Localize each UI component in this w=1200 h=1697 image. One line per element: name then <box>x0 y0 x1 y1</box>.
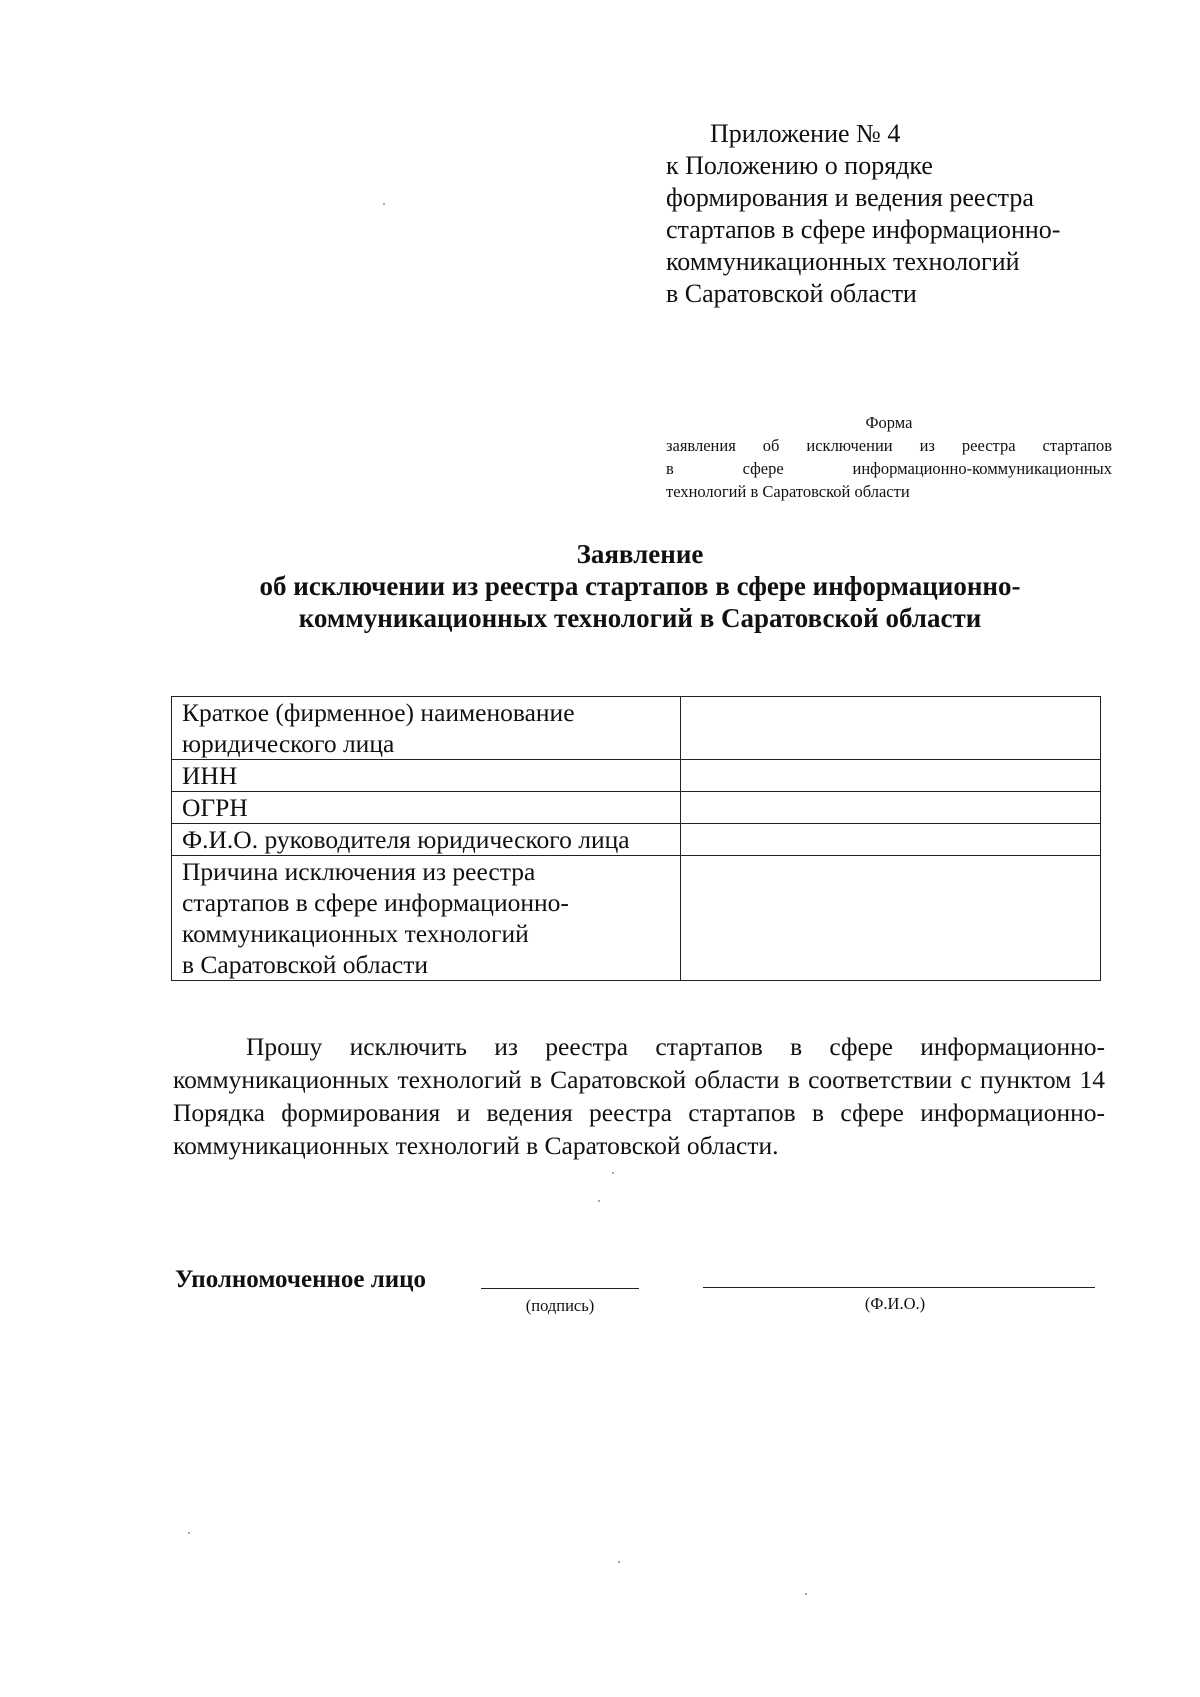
scan-speck <box>598 1200 600 1202</box>
signature-caption: (подпись) <box>525 1296 595 1315</box>
inn-field[interactable] <box>680 760 1100 792</box>
appendix-line: стартапов в сфере информационно- <box>666 215 1061 244</box>
label-line: в Саратовской области <box>182 950 429 979</box>
document-title <box>160 538 1120 634</box>
title-line: Заявление <box>576 539 704 569</box>
full-name-line[interactable] <box>703 1287 1095 1288</box>
full-name-caption: (Ф.И.О.) <box>864 1294 926 1313</box>
form-heading: Форма <box>865 413 913 432</box>
request-text: Прошу исключить из реестра стартапов в сфере информационно-коммуникационных технологий в Саратовской области в соответствии с пунктом 14 Порядка формирования и ведения реестра стартапов в сфере информационно-коммуникационных технологий в Саратовской области. <box>173 1032 1105 1160</box>
scan-speck <box>612 1172 614 1174</box>
applicant-info-table <box>171 696 1101 981</box>
label-line: юридического лица <box>182 729 395 758</box>
label-line: Причина исключения из реестра <box>182 857 536 886</box>
appendix-line: формирования и ведения реестра <box>666 183 1034 212</box>
appendix-line: в Саратовской области <box>666 279 917 308</box>
form-caption-line: технологий в Саратовской области <box>666 482 910 501</box>
ogrn-field[interactable] <box>680 792 1100 824</box>
authorized-person-label: Уполномоченное лицо <box>175 1266 427 1293</box>
form-caption-line: заявления об исключении из реестра стартапов <box>666 436 1112 455</box>
row-label <box>172 856 681 981</box>
appendix-line: к Положению о порядке <box>666 151 933 180</box>
appendix-header <box>666 118 1126 310</box>
table-row-reason <box>172 856 1101 981</box>
scan-speck <box>805 1593 807 1595</box>
table-row-inn <box>172 760 1101 792</box>
scan-speck <box>383 203 385 205</box>
row-label: ОГРН <box>172 792 681 824</box>
row-label <box>172 697 681 760</box>
table-row-director <box>172 824 1101 856</box>
exclusion-reason-field[interactable] <box>680 856 1100 981</box>
appendix-line: коммуникационных технологий <box>666 247 1020 276</box>
table-row-ogrn <box>172 792 1101 824</box>
appendix-number: Приложение № 4 <box>710 119 901 148</box>
request-paragraph <box>173 1030 1105 1162</box>
row-label: ИНН <box>172 760 681 792</box>
label-line: стартапов в сфере информационно- <box>182 888 569 917</box>
table-row-company-name <box>172 697 1101 760</box>
signature-line[interactable] <box>481 1288 639 1289</box>
row-label: Ф.И.О. руководителя юридического лица <box>172 824 681 856</box>
director-name-field[interactable] <box>680 824 1100 856</box>
title-line: коммуникационных технологий в Саратовской области <box>298 603 982 633</box>
scan-speck <box>618 1561 620 1563</box>
title-line: об исключении из реестра стартапов в сфере информационно- <box>259 571 1021 601</box>
form-caption <box>666 411 1112 503</box>
scan-speck <box>188 1532 190 1534</box>
form-caption-line: в сфере информационно-коммуникационных <box>666 459 1112 478</box>
company-name-field[interactable] <box>680 697 1100 760</box>
label-line: коммуникационных технологий <box>182 919 529 948</box>
label-line: Краткое (фирменное) наименование <box>182 698 575 727</box>
